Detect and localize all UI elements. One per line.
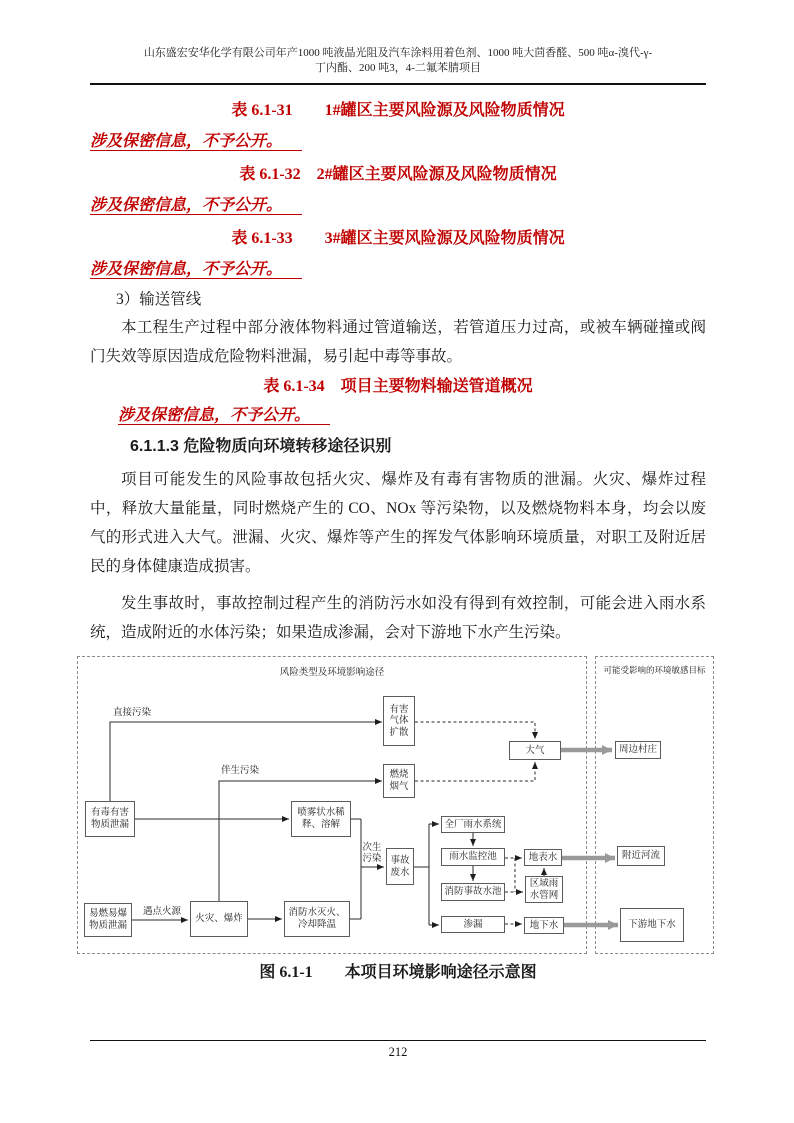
confidential-note-2: 涉及保密信息，不予公开。 bbox=[90, 195, 706, 217]
table-caption-6-1-33: 表 6.1-33 3#罐区主要风险源及风险物质情况 bbox=[231, 230, 565, 247]
secondary-pollution-label: 次生污染 bbox=[362, 842, 382, 864]
rain-system-box: 全厂雨水系统 bbox=[441, 816, 505, 833]
page-content bbox=[0, 99, 794, 985]
surface-water-box: 地表水 bbox=[524, 849, 562, 866]
associated-pollution-label: 伴生污染 bbox=[221, 765, 260, 776]
impact-path-diagram bbox=[77, 654, 717, 959]
confidential-note-4: 涉及保密信息，不予公开。 bbox=[90, 405, 706, 427]
confidential-note-3: 涉及保密信息，不予公开。 bbox=[90, 259, 706, 281]
paragraph-risk-types: 项目可能发生的风险事故包括火灾、爆炸及有毒有害物质的泄漏。火灾、爆炸过程中，释放大量能量，同时燃烧产生的 CO、NOx 等污染物，以及燃烧物料本身，均会以废气的形式进入大气。泄漏、火灾、爆炸等产生的挥发气体影响环境质量，对职工及附近居民的身体健康造成损害。 bbox=[90, 471, 706, 575]
spray-water-box: 喷雾状水稀释、溶解 bbox=[291, 801, 351, 837]
figure-caption-6-1-1: 图 6.1-1 本项目环境影响途径示意图 bbox=[259, 964, 537, 981]
header-rule bbox=[90, 83, 706, 85]
toxic-leak-box: 有毒有害物质泄漏 bbox=[85, 801, 135, 837]
section-heading-6-1-1-3: 6.1.1.3 危险物质向环境转移途径识别 bbox=[130, 438, 392, 455]
flammable-leak-box: 易燃易爆物质泄漏 bbox=[84, 903, 132, 937]
paragraph-pipeline: 本工程生产过程中部分液体物料通过管道输送，若管道压力过高，或被车辆碰撞或阀门失效等原因造成危险物料泄漏，易引起中毒等事故。 bbox=[90, 319, 706, 365]
page-header bbox=[0, 0, 794, 85]
paragraph-firewater: 发生事故时，事故控制过程产生的消防污水如没有得到有效控制，可能会进入雨水系统，造成附近的水体污染；如果造成渗漏，会对下游地下水产生污染。 bbox=[90, 595, 706, 641]
table-caption-6-1-31: 表 6.1-31 1#罐区主要风险源及风险物质情况 bbox=[231, 102, 565, 119]
downstream-groundwater-box: 下游地下水 bbox=[620, 908, 684, 942]
page-number: 212 bbox=[388, 1045, 408, 1059]
header-line-2: 丁内酯、200 吨3，4-二氟苯腈项目 bbox=[315, 62, 481, 74]
header-line-1: 山东盛宏安华化学有限公司年产1000 吨液晶光阻及汽车涂料用着色剂、1000 吨大茴香醛、500 吨α-溴代-γ- bbox=[143, 47, 653, 59]
accident-wastewater-box: 事故废水 bbox=[386, 848, 414, 885]
fire-explosion-box: 火灾、爆炸 bbox=[190, 901, 248, 937]
fire-water-box: 消防水灭火、冷却降温 bbox=[284, 901, 350, 937]
direct-pollution-label: 直接污染 bbox=[113, 707, 152, 718]
page-footer bbox=[90, 1040, 706, 1060]
table-caption-6-1-32: 表 6.1-32 2#罐区主要风险源及风险物质情况 bbox=[239, 166, 557, 183]
rain-monitor-box: 雨水监控池 bbox=[441, 848, 505, 866]
seepage-box: 渗漏 bbox=[441, 916, 505, 933]
table-caption-6-1-34: 表 6.1-34 项目主要物料输送管道概况 bbox=[263, 378, 533, 395]
atmosphere-box: 大气 bbox=[509, 741, 561, 760]
subsection-pipeline: 3）输送管线 bbox=[116, 291, 202, 308]
fire-pool-box: 消防事故水池 bbox=[441, 883, 505, 901]
harmful-gas-box: 有害气体扩散 bbox=[383, 696, 415, 746]
smoke-box: 燃烧烟气 bbox=[383, 764, 415, 798]
rivers-box: 附近河流 bbox=[617, 846, 665, 866]
ignition-source-label: 遇点火源 bbox=[143, 906, 182, 917]
sensitive-target-panel-title: 可能受影响的环境敏感目标 bbox=[603, 666, 706, 676]
groundwater-box: 地下水 bbox=[524, 917, 564, 934]
regional-pipe-box: 区域雨水管网 bbox=[525, 876, 563, 903]
risk-path-panel-title: 风险类型及环境影响途径 bbox=[279, 667, 385, 678]
villages-box: 周边村庄 bbox=[615, 741, 661, 759]
confidential-note-1: 涉及保密信息，不予公开。 bbox=[90, 131, 706, 153]
